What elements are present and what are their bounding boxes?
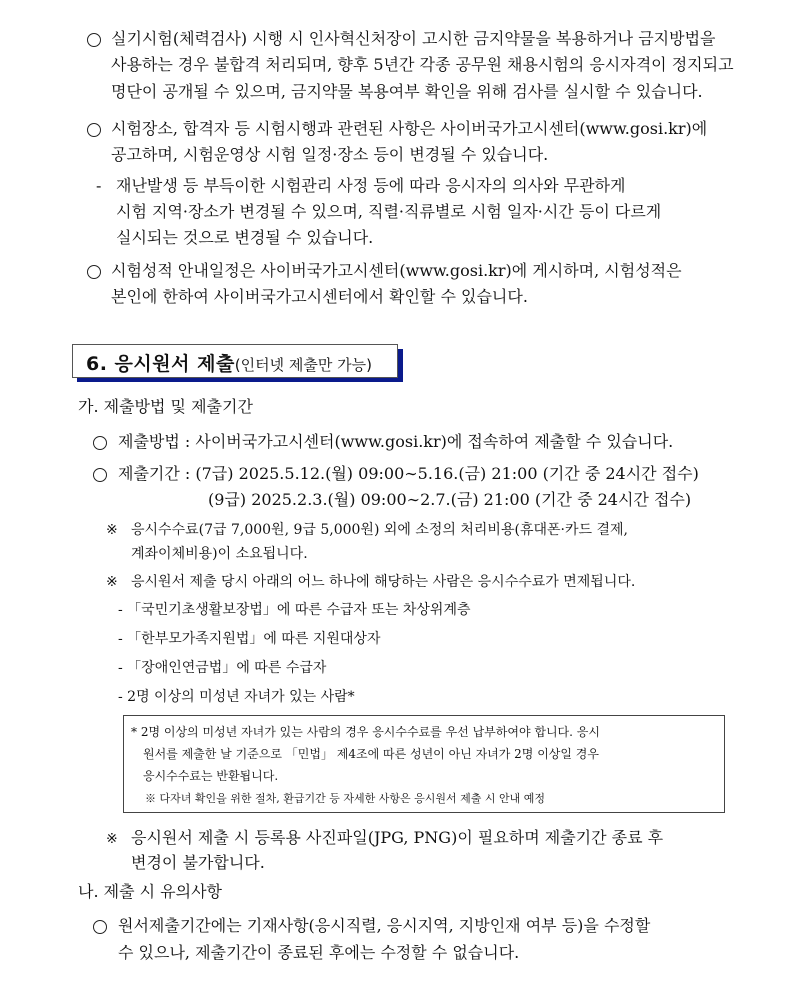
top-item-2-line-2: 공고하며, 시험운영상 시험 일정·장소 등이 변경될 수 있습니다.: [111, 145, 549, 164]
exemption-item: - 「장애인연금법」에 따른 수급자: [118, 660, 327, 676]
section-heading-subtitle: (인터넷 제출만 가능): [234, 356, 372, 374]
top-item-1-line-3: 명단이 공개될 수 있으며, 금지약물 복용여부 확인을 위해 검사를 실시할 수 있습니다.: [111, 82, 703, 101]
fee-note-line-2: 계좌이체비용)이 소요됩니다.: [131, 546, 308, 562]
exemption-item: - 「한부모가족지원법」에 따른 지원대상자: [118, 631, 381, 647]
top-item-3-line-1: 시험성적 안내일정은 사이버국가고시센터(www.gosi.kr)에 게시하며, 시험성적은: [111, 261, 682, 280]
na-item-line-2: 수 있으나, 제출기간이 종료된 후에는 수정할 수 없습니다.: [118, 943, 520, 962]
section-heading-title: 6. 응시원서 제출: [86, 353, 235, 375]
circle-bullet-icon: [93, 467, 107, 487]
circle-bullet-icon: [87, 122, 101, 142]
circle-bullet-icon: [93, 435, 107, 455]
subsection-na-title: 나. 제출 시 유의사항: [78, 882, 222, 901]
top-item-2-line-1: 시험장소, 합격자 등 시험시행과 관련된 사항은 사이버국가고시센터(www.gosi.kr)에: [111, 119, 708, 138]
note-line-3: 응시수수료는 반환됩니다.: [143, 769, 279, 783]
dash-bullet: -: [96, 176, 102, 195]
section-heading: [86, 349, 372, 376]
na-item-line-1: 원서제출기간에는 기재사항(응시직렬, 응시지역, 지방인재 여부 등)을 수정할: [118, 916, 651, 935]
reference-mark: ※: [106, 522, 118, 538]
exemption-item: - 2명 이상의 미성년 자녀가 있는 사람*: [118, 689, 355, 705]
submission-period-grade7: 제출기간 : (7급) 2025.5.12.(월) 09:00∼5.16.(금) 21:00 (기간 중 24시간 접수): [118, 464, 699, 483]
top-item-3-line-2: 본인에 한하여 사이버국가고시센터에서 확인할 수 있습니다.: [111, 287, 528, 306]
note-line-4: ※ 다자녀 확인을 위한 절차, 환급기간 등 자세한 사항은 응시원서 제출 시 안내 예정: [145, 792, 545, 805]
submission-period-grade9: (9급) 2025.2.3.(월) 09:00∼2.7.(금) 21:00 (기간 중 24시간 접수): [208, 490, 692, 509]
circle-bullet-icon: [87, 264, 101, 284]
exemption-item: - 「국민기초생활보장법」에 따른 수급자 또는 차상위계층: [118, 602, 471, 618]
top-item-2-sub-line-2: 시험 지역·장소가 변경될 수 있으며, 직렬·직류별로 시험 일자·시간 등이 다르게: [116, 202, 662, 221]
note-line-1: * 2명 이상의 미성년 자녀가 있는 사람의 경우 응시수수료를 우선 납부하여야 합니다. 응시: [131, 725, 600, 739]
top-item-2-sub-line-1: 재난발생 등 부득이한 시험관리 사정 등에 따라 응시자의 의사와 무관하게: [116, 176, 626, 195]
circle-bullet-icon: [87, 32, 101, 52]
top-item-2-sub-line-3: 실시되는 것으로 변경될 수 있습니다.: [116, 228, 374, 247]
note-line-2: 원서를 제출한 날 기준으로 「민법」 제4조에 따른 성년이 아닌 자녀가 2명 이상일 경우: [143, 747, 599, 761]
fee-note-line-1: 응시수수료(7급 7,000원, 9급 5,000원) 외에 소정의 처리비용(휴대폰·카드 결제,: [131, 522, 628, 538]
submission-method: 제출방법 : 사이버국가고시센터(www.gosi.kr)에 접속하여 제출할 수 있습니다.: [118, 432, 674, 451]
reference-mark: ※: [106, 574, 118, 590]
circle-bullet-icon: [93, 919, 107, 939]
top-item-1-line-1: 실기시험(체력검사) 시행 시 인사혁신처장이 고시한 금지약물을 복용하거나 금지방법을: [111, 29, 716, 48]
photo-note-line-2: 변경이 불가합니다.: [131, 853, 265, 872]
subsection-ga-title: 가. 제출방법 및 제출기간: [78, 397, 253, 416]
photo-note-line-1: 응시원서 제출 시 등록용 사진파일(JPG, PNG)이 필요하며 제출기간 종료 후: [131, 828, 664, 847]
top-item-1-line-2: 사용하는 경우 불합격 처리되며, 향후 5년간 각종 공무원 채용시험의 응시자격이 정지되고: [111, 55, 734, 74]
fee-exemption-title: 응시원서 제출 당시 아래의 어느 하나에 해당하는 사람은 응시수수료가 면제됩니다.: [131, 574, 636, 590]
reference-mark: ※: [106, 831, 118, 847]
